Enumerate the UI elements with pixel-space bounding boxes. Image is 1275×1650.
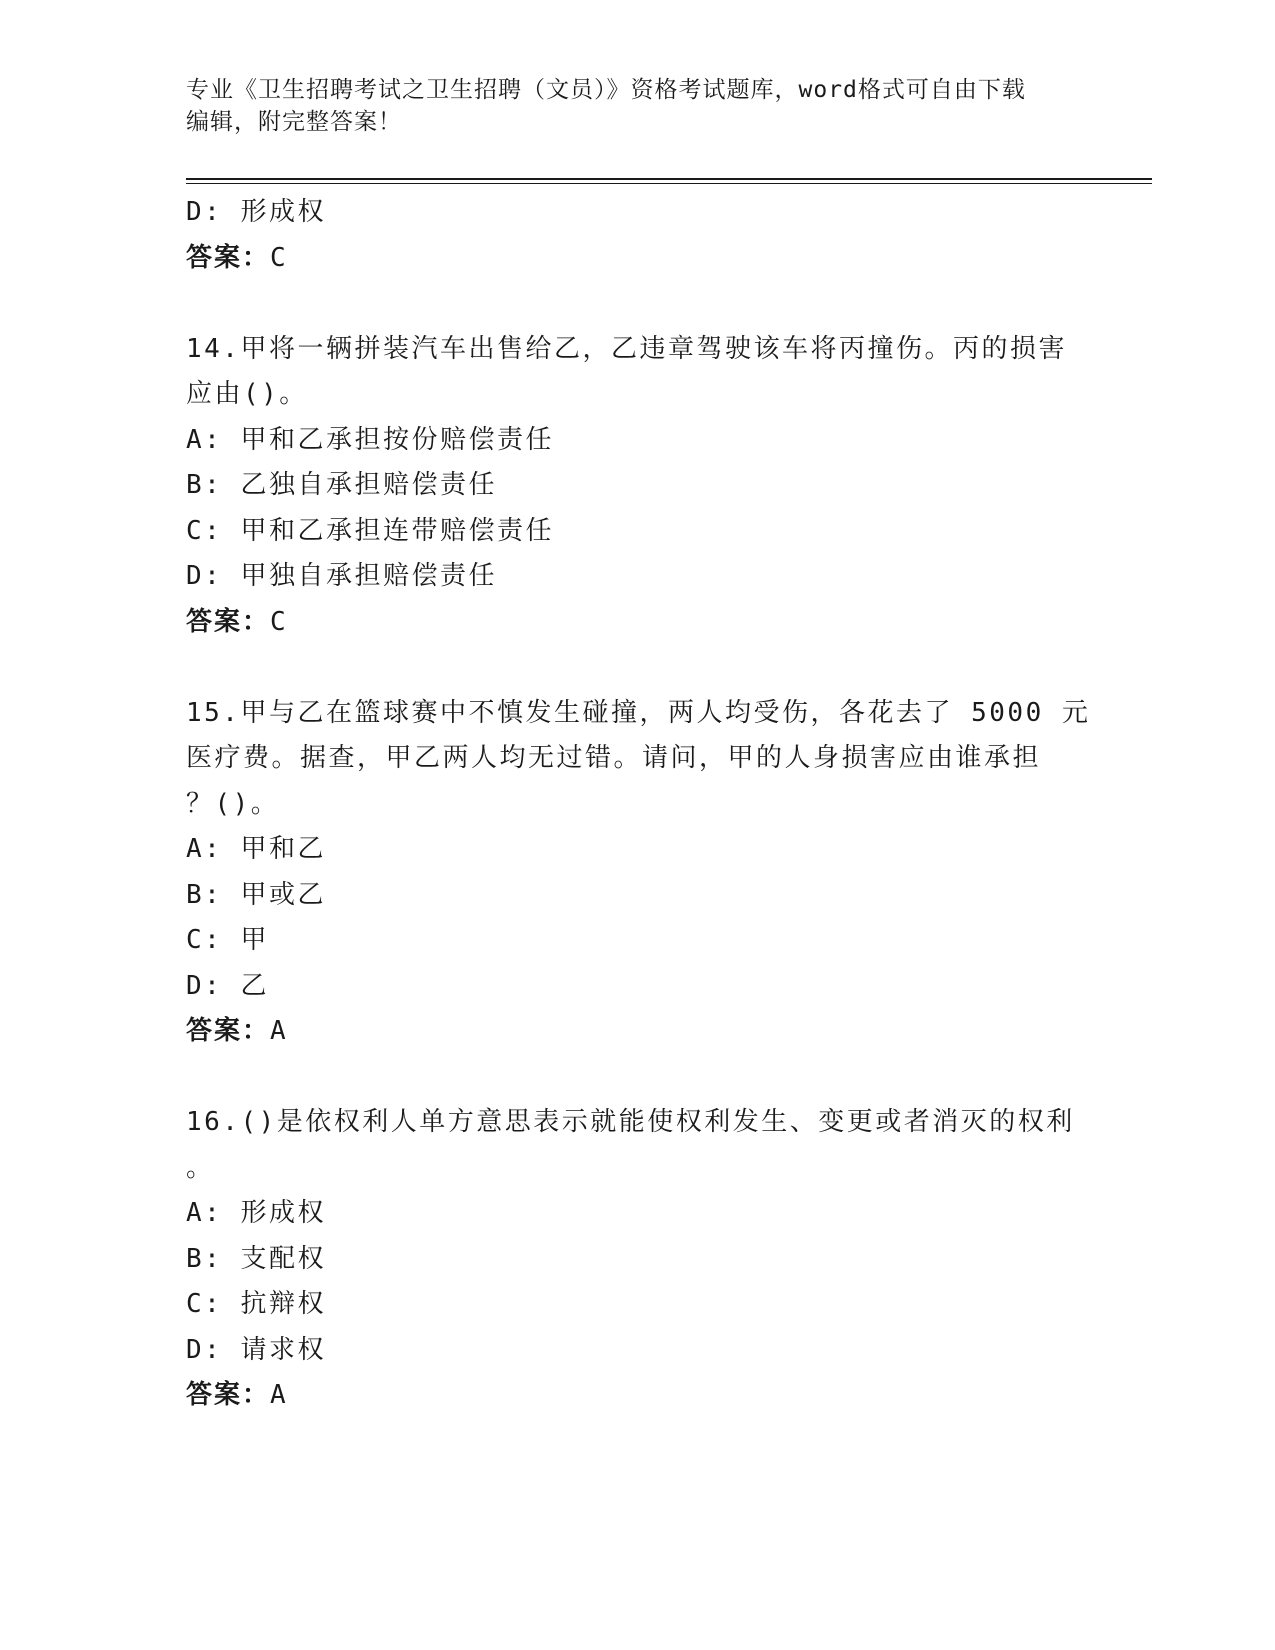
answer-line	[186, 1373, 1086, 1419]
answer-value: A	[270, 1380, 289, 1410]
question-stem-line: 。	[186, 1152, 215, 1183]
option-c: C: 甲和乙承担连带赔偿责任	[186, 515, 554, 546]
question-14	[186, 327, 1086, 646]
answer-value: C	[270, 242, 289, 273]
answer-line	[186, 236, 1086, 282]
question-list	[186, 190, 1091, 1419]
question-16	[186, 1100, 1086, 1419]
question-stem-line: 16.()是依权利人单方意思表示就能使权利发生、变更或者消灭的权利	[186, 1107, 1075, 1137]
header-divider	[186, 178, 1152, 180]
option-d: D: 乙	[186, 970, 269, 1001]
question-stem-line: 15.甲与乙在篮球赛中不慎发生碰撞，两人均受伤，各花去了 5000 元	[186, 697, 1091, 728]
option-a: A: 甲和乙	[186, 834, 326, 864]
question-stem-line: 14.甲将一辆拼装汽车出售给乙，乙违章驾驶该车将丙撞伤。丙的损害	[186, 333, 1067, 364]
question-stem-line: ？()。	[186, 788, 280, 819]
answer-value: A	[270, 1016, 289, 1046]
header-line-2: 编辑，附完整答案！	[186, 109, 402, 135]
answer-label: 答案：	[186, 1016, 271, 1046]
option-b: B: 甲或乙	[186, 879, 326, 910]
option-d: D: 形成权	[186, 197, 326, 227]
answer-value: C	[270, 606, 289, 637]
option-a: A: 甲和乙承担按份赔偿责任	[186, 424, 554, 455]
option-c: C: 抗辩权	[186, 1289, 326, 1319]
option-a: A: 形成权	[186, 1198, 326, 1228]
option-c: C: 甲	[186, 925, 269, 955]
document-header	[186, 74, 1066, 138]
answer-line	[186, 1009, 1086, 1055]
question-15	[186, 691, 1091, 1055]
option-b: B: 支配权	[186, 1243, 326, 1274]
option-b: B: 乙独自承担赔偿责任	[186, 470, 497, 500]
answer-line	[186, 600, 1086, 646]
question-stem-line: 应由()。	[186, 379, 308, 409]
option-d: D: 请求权	[186, 1334, 326, 1365]
answer-label: 答案：	[186, 1380, 271, 1410]
answer-label: 答案：	[186, 242, 271, 273]
answer-label: 答案：	[186, 606, 271, 637]
header-divider-thin	[186, 183, 1152, 184]
question-stem-line: 医疗费。据查，甲乙两人均无过错。请问，甲的人身损害应由谁承担	[186, 743, 1042, 773]
header-line-1: 专业《卫生招聘考试之卫生招聘（文员）》资格考试题库，word格式可自由下载	[186, 77, 1026, 103]
option-d: D: 甲独自承担赔偿责任	[186, 561, 497, 591]
